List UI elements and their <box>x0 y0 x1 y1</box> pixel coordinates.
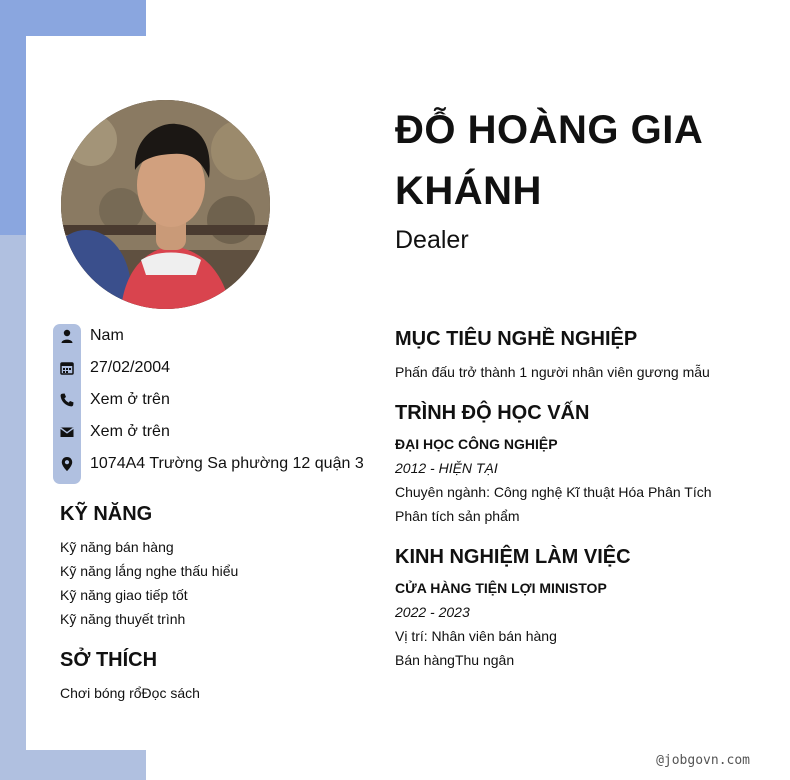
contact-address <box>53 452 373 476</box>
phone-icon <box>53 388 81 412</box>
watermark-text: @jobgovn.com <box>656 753 750 768</box>
contact-birthday <box>53 356 373 380</box>
contact-email <box>53 420 373 444</box>
contact-gender-value: Nam <box>90 327 124 344</box>
experience-detail: Bán hàngThu ngân <box>395 652 515 668</box>
skills-heading: KỸ NĂNG <box>60 503 153 525</box>
mail-icon <box>53 420 81 444</box>
avatar <box>61 100 270 309</box>
person-icon <box>53 324 81 348</box>
experience-company: CỬA HÀNG TIỆN LỢI MINISTOP <box>395 580 607 596</box>
education-period: 2012 - HIỆN TẠI <box>395 460 498 476</box>
objective-heading: MỤC TIÊU NGHỀ NGHIỆP <box>395 328 638 350</box>
contact-birthday-value: 27/02/2004 <box>90 359 171 376</box>
skill-item: Kỹ năng giao tiếp tốt <box>60 587 188 603</box>
objective-text: Phấn đấu trở thành 1 người nhân viên gương mẫu <box>395 364 710 380</box>
calendar-icon <box>53 356 81 380</box>
contact-gender <box>53 324 373 348</box>
hobbies-heading: SỞ THÍCH <box>60 649 158 671</box>
contact-address-value: 1074A4 Trường Sa phường 12 quận 3 <box>90 455 364 472</box>
education-heading: TRÌNH ĐỘ HỌC VẤN <box>395 402 590 424</box>
skill-item: Kỹ năng lắng nghe thấu hiểu <box>60 563 239 579</box>
job-title: Dealer <box>395 226 469 254</box>
education-major: Chuyên ngành: Công nghệ Kĩ thuật Hóa Phân Tích <box>395 484 712 500</box>
skill-item: Kỹ năng thuyết trình <box>60 611 186 627</box>
contact-phone <box>53 388 373 412</box>
skill-item: Kỹ năng bán hàng <box>60 539 174 555</box>
avatar-photo <box>61 100 270 309</box>
hobbies-text: Chơi bóng rổĐọc sách <box>60 685 200 701</box>
experience-position: Vị trí: Nhân viên bán hàng <box>395 628 557 644</box>
education-school: ĐẠI HỌC CÔNG NGHIỆP <box>395 436 558 452</box>
contact-phone-value: Xem ở trên <box>90 391 170 408</box>
location-pin-icon <box>53 452 81 476</box>
candidate-name: ĐỖ HOÀNG GIA KHÁNH <box>395 108 702 213</box>
experience-heading: KINH NGHIỆM LÀM VIỆC <box>395 546 631 568</box>
contact-email-value: Xem ở trên <box>90 423 170 440</box>
education-detail: Phân tích sản phẩm <box>395 508 520 524</box>
experience-period: 2022 - 2023 <box>395 604 470 620</box>
